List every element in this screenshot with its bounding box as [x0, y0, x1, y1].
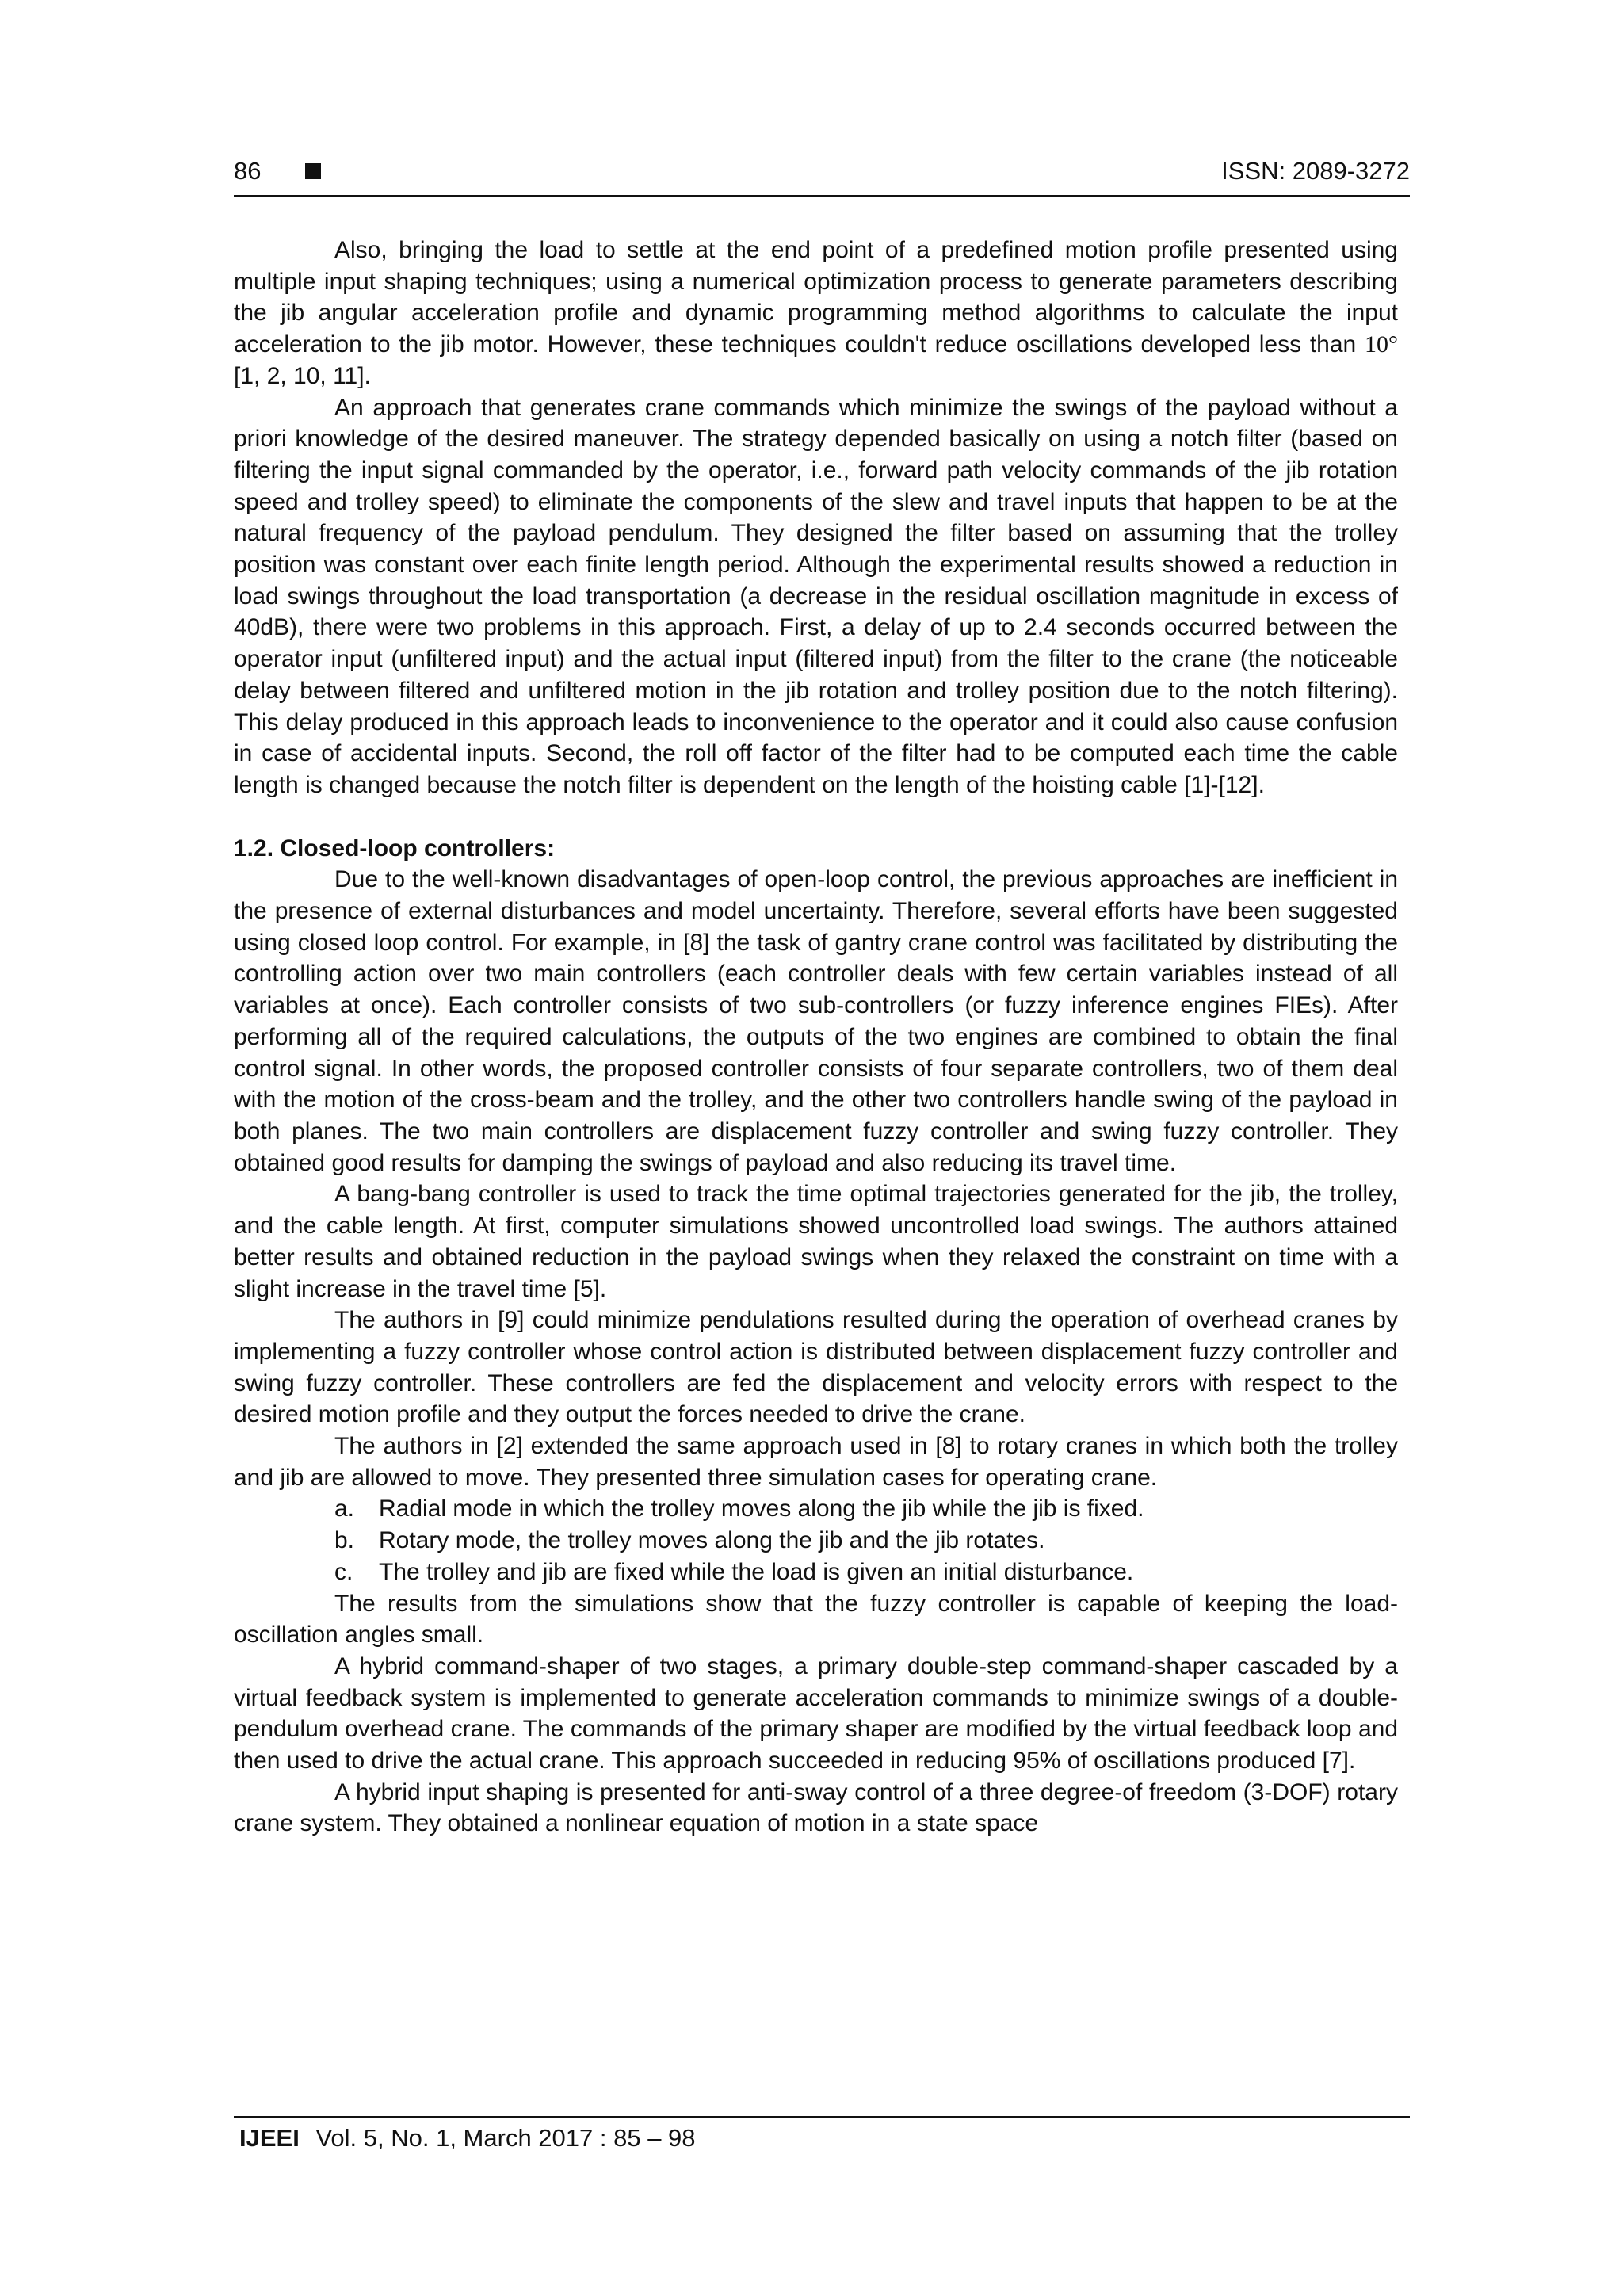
- list-item: a. Radial mode in which the trolley moves along the jib while the jib is fixed.: [334, 1496, 1144, 1522]
- page-header: [234, 157, 1410, 197]
- paragraph: A hybrid input shaping is presented for anti-sway control of a three degree-of freedom (3-DOF) rotary crane system. They obtained a nonlinear equation of motion in a state space: [234, 1778, 1398, 1837]
- page-number: 86: [234, 157, 262, 185]
- header-rule: [234, 195, 1410, 197]
- paragraph: A hybrid command-shaper of two stages, a primary double-step command-shaper cascaded by a virtual feedback system is implemented to generate acceleration commands to minimize swings of a double-pendulum overhead crane. The commands of the primary shaper are modified by the virtual feedback loop and then used to drive the actual crane. This approach succeeded in reducing 95% of oscillations produced [7].: [234, 1652, 1398, 1775]
- body-text: [234, 235, 1398, 1839]
- list-item: c. The trolley and jib are fixed while the load is given an initial disturbance.: [334, 1558, 1134, 1585]
- paragraph: Due to the well-known disadvantages of open-loop control, the previous approaches are inefficient in the presence of external disturbances and model uncertainty. Therefore, several efforts have been suggested using closed loop control. For example, in [8] the task of gantry crane control was facilitated by distributing the controlling action over two main controllers (each controller deals with few certain variables instead of all variables at once). Each controller consists of two sub-controllers (or fuzzy inference engines FIEs). After performing all of the required calculations, the outputs of the two engines are combined to obtain the final control signal. In other words, the proposed controller consists of four separate controllers, two of them deal with the motion of the cross-beam and the trolley, and the other two controllers handle swing of the payload in both planes. The two main controllers are displacement fuzzy controller and swing fuzzy controller. They obtained good results for damping the swings of payload and also reducing its travel time.: [234, 866, 1398, 1176]
- paragraph: The authors in [9] could minimize pendulations resulted during the operation of overhead cranes by implementing a fuzzy controller whose control action is distributed between displacement fuzzy controller and swing fuzzy controller. These controllers are fed the displacement and velocity errors with respect to the desired motion profile and they output the forces needed to drive the crane.: [234, 1307, 1398, 1428]
- paragraph: The authors in [2] extended the same approach used in [8] to rotary cranes in which both the trolley and jib are allowed to move. They presented three simulation cases for operating crane.: [234, 1433, 1398, 1491]
- journal-name: IJEEI: [239, 2124, 300, 2152]
- paragraph: The results from the simulations show that the fuzzy controller is capable of keeping the load-oscillation angles small.: [234, 1590, 1398, 1648]
- paragraph: A bang-bang controller is used to track the time optimal trajectories generated for the jib, the trolley, and the cable length. At first, computer simulations showed uncontrolled load swings. The authors attained better results and obtained reduction in the payload swings when they relaxed the constraint on time with a slight increase in the travel time [5].: [234, 1181, 1398, 1302]
- paragraph: Also, bringing the load to settle at the end point of a predefined motion profile presented using multiple input shaping techniques; using a numerical optimization process to generate parameters describing the jib angular acceleration profile and dynamic programming method algorithms to calculate the input acceleration to the jib motor. However, these techniques couldn't reduce oscillations developed less than 10° [1, 2, 10, 11].: [234, 237, 1398, 389]
- degree-value: 10°: [1364, 331, 1398, 358]
- paragraph: An approach that generates crane commands which minimize the swings of the payload without a priori knowledge of the desired maneuver. The strategy depended basically on using a notch filter (based on filtering the input signal commanded by the operator, i.e., forward path velocity commands of the jib rotation speed and trolley speed) to eliminate the components of the slew and travel inputs that happen to be at the natural frequency of the payload pendulum. They designed the filter based on assuming that the trolley position was constant over each finite length period. Although the experimental results showed a reduction in load swings throughout the load transportation (a decrease in the residual oscillation magnitude in excess of 40dB), there were two problems in this approach. First, a delay of up to 2.4 seconds occurred between the operator input (unfiltered input) and the actual input (filtered input) from the filter to the crane (the noticeable delay between filtered and unfiltered motion in the jib rotation and trolley position due to the notch filtering). This delay produced in this approach leads to inconvenience to the operator and it could also cause confusion in case of accidental inputs. Second, the roll off factor of the filter had to be computed each time the cable length is changed because the notch filter is dependent on the length of the hoisting cable [1]-[12].: [234, 394, 1398, 798]
- page-footer: [239, 2124, 696, 2153]
- section-heading: 1.2. Closed-loop controllers:: [234, 835, 556, 861]
- journal-citation: Vol. 5, No. 1, March 2017 : 85 – 98: [315, 2124, 696, 2152]
- issn: ISSN: 2089-3272: [1221, 157, 1410, 185]
- footer-rule: [234, 2116, 1410, 2118]
- list-item: b. Rotary mode, the trolley moves along the jib and the jib rotates.: [334, 1527, 1045, 1554]
- square-bullet-icon: [305, 163, 321, 179]
